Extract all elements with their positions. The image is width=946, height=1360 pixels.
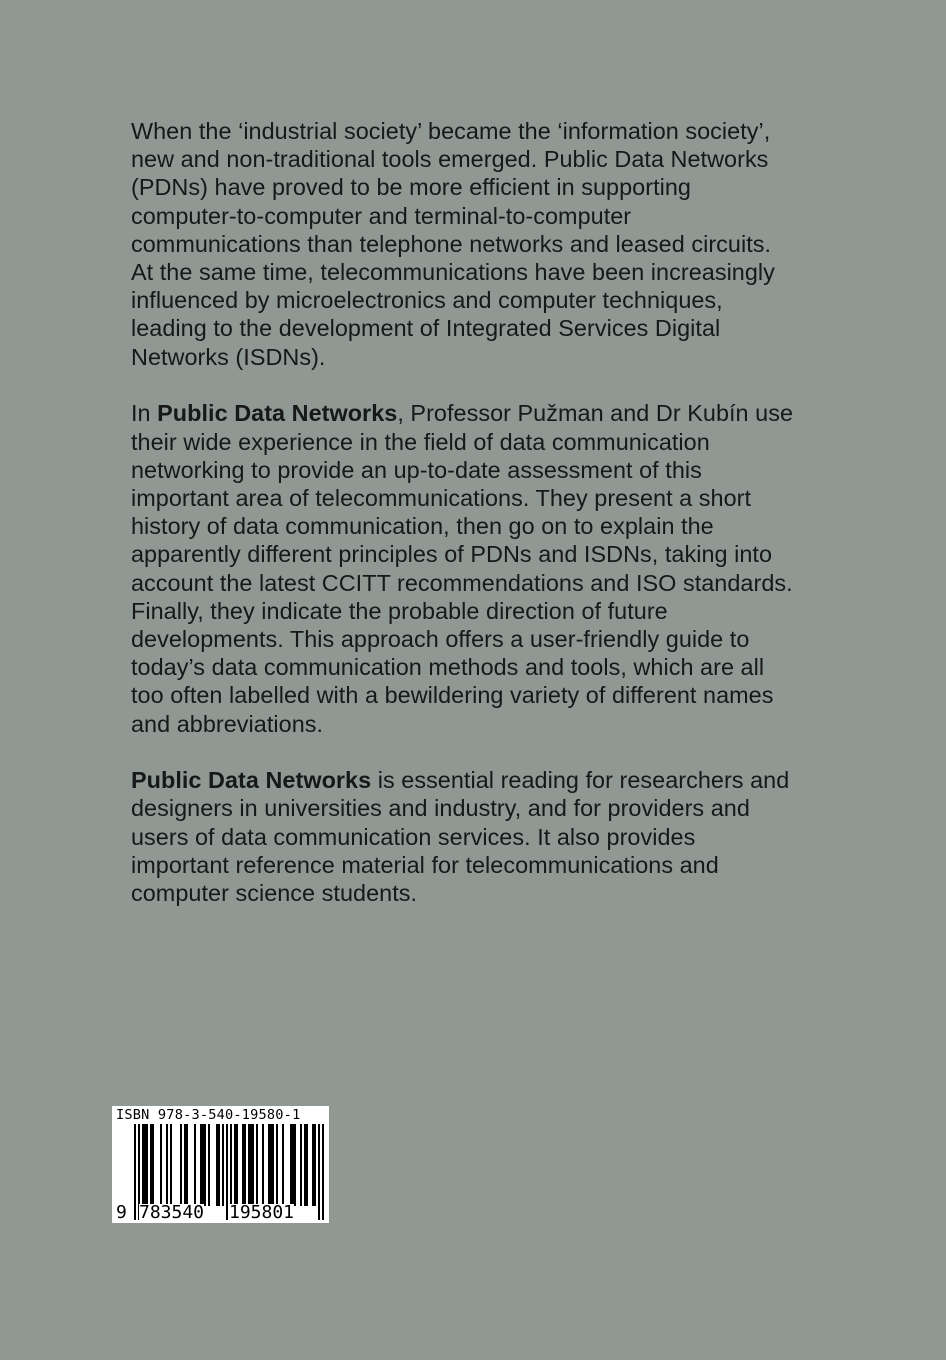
barcode-bar	[150, 1124, 152, 1206]
text-line: users of data communication services. It also provides	[131, 823, 696, 850]
barcode-bar	[208, 1124, 210, 1206]
barcode-left-digits: 783540	[139, 1202, 205, 1223]
text-line: designers in universities and industry, and for providers and	[131, 795, 750, 822]
text-line: new and non-traditional tools emerged. Public Data Networks	[131, 146, 769, 173]
text-line: their wide experience in the field of data communication	[131, 428, 710, 455]
text-line: computer-to-computer and terminal-to-computer	[131, 202, 632, 229]
text-line: account the latest CCITT recommendations and ISO standards.	[131, 569, 793, 596]
back-cover-blurb	[131, 117, 891, 907]
text-line: developments. This approach offers a user-friendly guide to	[131, 625, 750, 652]
barcode-bar	[180, 1124, 182, 1206]
barcode-bar	[312, 1124, 314, 1206]
text-line: and abbreviations.	[131, 710, 324, 737]
barcode-bar	[306, 1124, 308, 1206]
blurb-paragraph-2	[131, 399, 891, 737]
text-run: , Professor Pužman and Dr Kubín use	[397, 400, 794, 427]
barcode-bar	[204, 1124, 206, 1206]
barcode-bar	[248, 1124, 250, 1206]
barcode-bar	[282, 1124, 284, 1206]
text-line: (PDNs) have proved to be more efficient in supporting	[131, 174, 691, 201]
barcode-bar	[234, 1124, 236, 1206]
barcode-bar	[218, 1124, 220, 1206]
text-line: too often labelled with a bewildering variety of different names	[131, 682, 774, 709]
barcode-bar	[152, 1124, 154, 1206]
text-line: Finally, they indicate the probable direction of future	[131, 597, 668, 624]
barcode-bar	[242, 1124, 244, 1206]
text-line	[131, 399, 891, 427]
barcode-bar	[276, 1124, 278, 1206]
text-line: When the ‘industrial society’ became the ‘information society’,	[131, 118, 771, 144]
barcode-bar	[226, 1124, 228, 1220]
text-line: important area of telecommunications. They present a short	[131, 484, 752, 511]
barcode-bar	[236, 1124, 238, 1206]
text-line: important reference material for telecommunications and	[131, 851, 719, 878]
text-line: computer science students.	[131, 880, 418, 907]
barcode-bar	[194, 1124, 196, 1206]
barcode-bar	[166, 1124, 168, 1206]
barcode-bar	[262, 1124, 264, 1206]
barcode-bar	[170, 1124, 172, 1206]
barcode-bar	[160, 1124, 162, 1206]
barcode-bar	[134, 1124, 136, 1220]
text-line: history of data communication, then go on to explain the	[131, 513, 714, 540]
text-line: communications than telephone networks and leased circuits.	[131, 230, 772, 257]
barcode-bar	[250, 1124, 252, 1206]
text-run: is essential reading for researchers and	[371, 767, 790, 794]
text-line: today’s data communication methods and tools, which are all	[131, 654, 765, 681]
barcode-bar	[222, 1124, 224, 1206]
text-line: Networks (ISDNs).	[131, 343, 326, 370]
barcode-first-digit: 9	[116, 1202, 127, 1223]
barcode-bar	[184, 1124, 186, 1206]
text-line	[131, 766, 891, 794]
barcode-bar	[200, 1124, 202, 1206]
barcode-bar	[290, 1124, 292, 1206]
barcode-bar	[268, 1124, 270, 1206]
barcode-right-digits: 195801	[229, 1202, 295, 1223]
barcode-bar	[318, 1124, 320, 1220]
barcode-bar	[294, 1124, 296, 1206]
barcode-bar	[304, 1124, 306, 1206]
barcode-bar	[144, 1124, 146, 1206]
barcode-bar	[142, 1124, 144, 1206]
barcode-bar	[244, 1124, 246, 1206]
text-line: apparently different principles of PDNs and ISDNs, taking into	[131, 541, 773, 568]
isbn-label: ISBN 978-3-540-19580-1	[116, 1107, 301, 1123]
blurb-paragraph-3	[131, 766, 891, 907]
barcode-bar	[256, 1124, 258, 1206]
text-line: networking to provide an up-to-date assessment of this	[131, 456, 702, 483]
barcode-bar	[314, 1124, 316, 1206]
isbn-barcode	[112, 1106, 329, 1223]
book-title-bold: Public Data Networks	[131, 767, 372, 794]
barcode-bar	[270, 1124, 272, 1206]
text-run: In	[131, 400, 158, 427]
barcode-bar	[146, 1124, 148, 1206]
text-line: At the same time, telecommunications have been increasingly	[131, 259, 775, 286]
barcode-bar	[272, 1124, 274, 1206]
book-title-bold: Public Data Networks	[157, 400, 398, 427]
blurb-paragraph-1	[131, 117, 891, 371]
barcode-bar	[252, 1124, 254, 1206]
barcode-bar	[300, 1124, 302, 1206]
text-line: influenced by microelectronics and computer techniques,	[131, 287, 723, 314]
barcode-bar	[322, 1124, 324, 1220]
barcode-bar	[202, 1124, 204, 1206]
barcode-bar	[216, 1124, 218, 1206]
text-line: leading to the development of Integrated Services Digital	[131, 315, 721, 342]
barcode-bar	[186, 1124, 188, 1206]
barcode-bar	[292, 1124, 294, 1206]
